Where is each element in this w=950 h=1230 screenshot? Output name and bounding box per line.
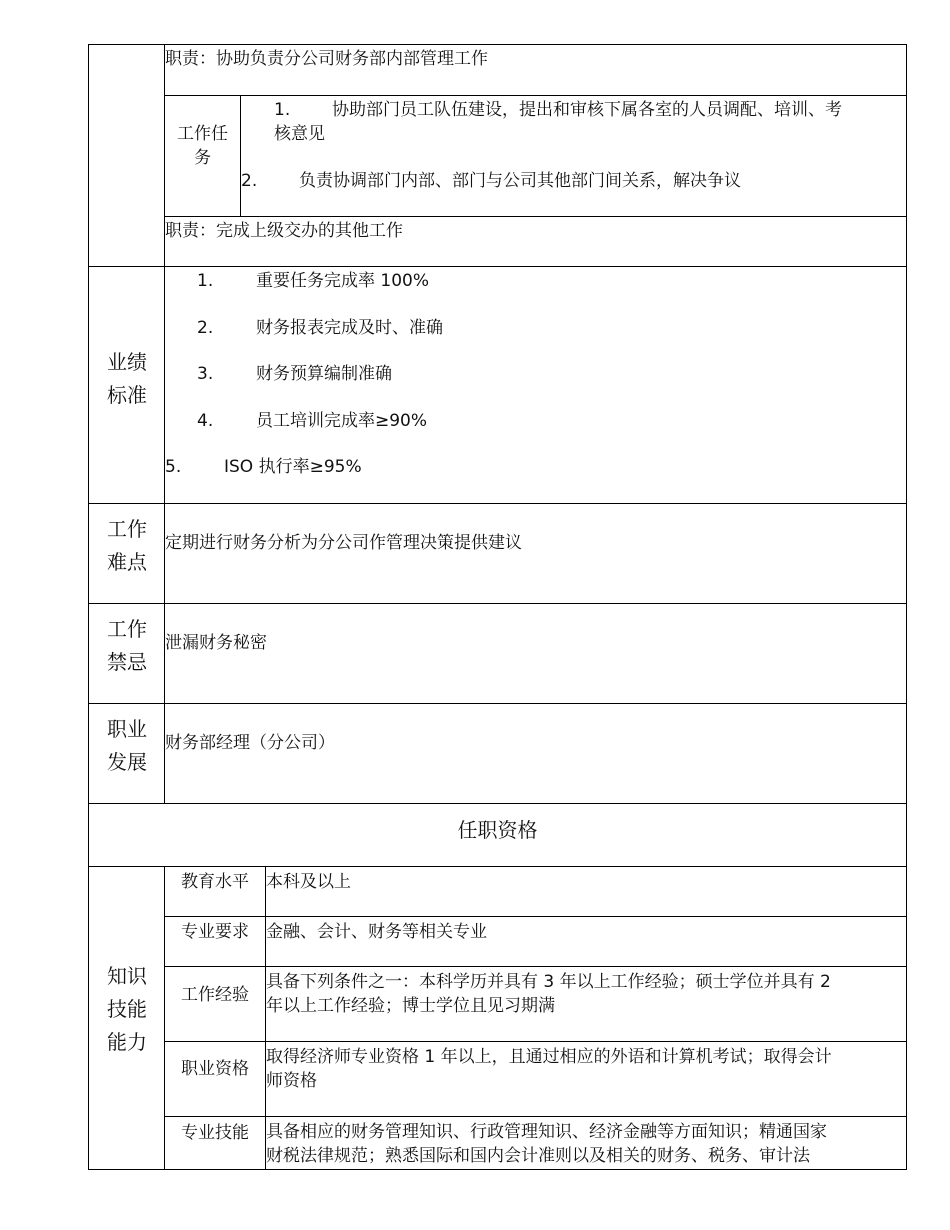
skills-label: 专业技能 — [181, 1123, 249, 1143]
difficulty-bottom — [88, 603, 907, 604]
taboo-text: 泄漏财务秘密 — [165, 633, 267, 653]
table-border-right — [906, 44, 907, 1170]
task-label-line1: 工作任 — [177, 124, 228, 144]
tasks-bottom — [164, 216, 907, 217]
skills-text-line1: 具备相应的财务管理知识、行政管理知识、经济金融等方面知识；精通国家 — [266, 1122, 827, 1142]
major-label: 专业要求 — [181, 922, 249, 942]
difficulty-label-line1: 工作 — [107, 517, 147, 541]
knowledge-label-line3: 能力 — [107, 1030, 147, 1054]
qualifications-header-bottom — [88, 866, 907, 867]
knowledge-label-line2: 技能 — [107, 997, 147, 1021]
performance-item-2-num: 2. — [197, 318, 214, 338]
table-border-top — [88, 44, 907, 45]
duties-bottom — [88, 266, 907, 267]
qualifications-header: 任职资格 — [457, 818, 538, 842]
difficulty-text: 定期进行财务分析为分公司作管理决策提供建议 — [165, 533, 522, 553]
task-label-divider — [240, 95, 241, 216]
performance-item-5-text: ISO 执行率≥95% — [224, 457, 362, 477]
knowledge-label-line1: 知识 — [107, 964, 147, 988]
certification-text-line2: 师资格 — [266, 1071, 317, 1091]
task-label — [165, 122, 240, 170]
certification-label: 职业资格 — [181, 1059, 249, 1079]
career-label — [89, 713, 165, 779]
performance-item-4-num: 4. — [197, 411, 214, 431]
task-2-text: 负责协调部门内部、部门与公司其他部门间关系，解决争议 — [299, 171, 741, 191]
task-1-text-line1: 协助部门员工队伍建设，提出和审核下属各室的人员调配、培训、考 — [332, 100, 842, 120]
duty-2-text: 职责：完成上级交办的其他工作 — [165, 221, 403, 241]
skills-text-line2: 财税法律规范；熟悉国际和国内会计准则以及相关的财务、税务、审计法 — [266, 1146, 810, 1166]
knowledge-label — [89, 960, 165, 1059]
duty-1-text: 职责：协助负责分公司财务部内部管理工作 — [165, 49, 488, 69]
major-text: 金融、会计、财务等相关专业 — [266, 922, 487, 942]
performance-item-2-text: 财务报表完成及时、准确 — [256, 318, 443, 338]
performance-label — [89, 346, 165, 412]
performance-item-1-num: 1. — [197, 271, 214, 291]
task-1-num: 1. — [274, 100, 291, 120]
career-text: 财务部经理（分公司） — [165, 733, 335, 753]
performance-label-line1: 业绩 — [107, 350, 147, 374]
experience-text-line1: 具备下列条件之一：本科学历并具有 3 年以上工作经验；硕士学位并具有 2 — [266, 972, 831, 992]
education-label: 教育水平 — [181, 872, 249, 892]
performance-item-3-num: 3. — [197, 364, 214, 384]
taboo-label-line2: 禁忌 — [107, 650, 147, 674]
duty-1-bottom — [164, 95, 907, 96]
career-label-line1: 职业 — [107, 717, 147, 741]
knowledge-row-3-bottom — [164, 1041, 907, 1042]
performance-item-5-num: 5. — [165, 457, 182, 477]
career-bottom — [88, 803, 907, 804]
performance-item-3-text: 财务预算编制准确 — [256, 364, 392, 384]
experience-label: 工作经验 — [181, 985, 249, 1005]
performance-item-4-text: 员工培训完成率≥90% — [256, 411, 428, 431]
knowledge-row-4-bottom — [164, 1116, 907, 1117]
performance-bottom — [88, 503, 907, 504]
knowledge-row-1-bottom — [164, 916, 907, 917]
certification-text-line1: 取得经济师专业资格 1 年以上，且通过相应的外语和计算机考试；取得会计 — [266, 1047, 832, 1067]
taboo-label — [89, 613, 165, 679]
performance-label-line2: 标准 — [107, 383, 147, 407]
taboo-bottom — [88, 703, 907, 704]
table-border-bottom — [88, 1169, 907, 1170]
task-2-num: 2. — [241, 171, 258, 191]
career-label-line2: 发展 — [107, 750, 147, 774]
task-label-line2: 务 — [194, 148, 211, 168]
experience-text-line2: 年以上工作经验；博士学位且见习期满 — [266, 996, 555, 1016]
education-text: 本科及以上 — [266, 872, 351, 892]
performance-item-1-text: 重要任务完成率 100% — [256, 271, 430, 291]
knowledge-row-2-bottom — [164, 966, 907, 967]
difficulty-label-line2: 难点 — [107, 550, 147, 574]
difficulty-label — [89, 513, 165, 579]
task-1-text-line2: 核意见 — [274, 124, 325, 144]
taboo-label-line1: 工作 — [107, 617, 147, 641]
